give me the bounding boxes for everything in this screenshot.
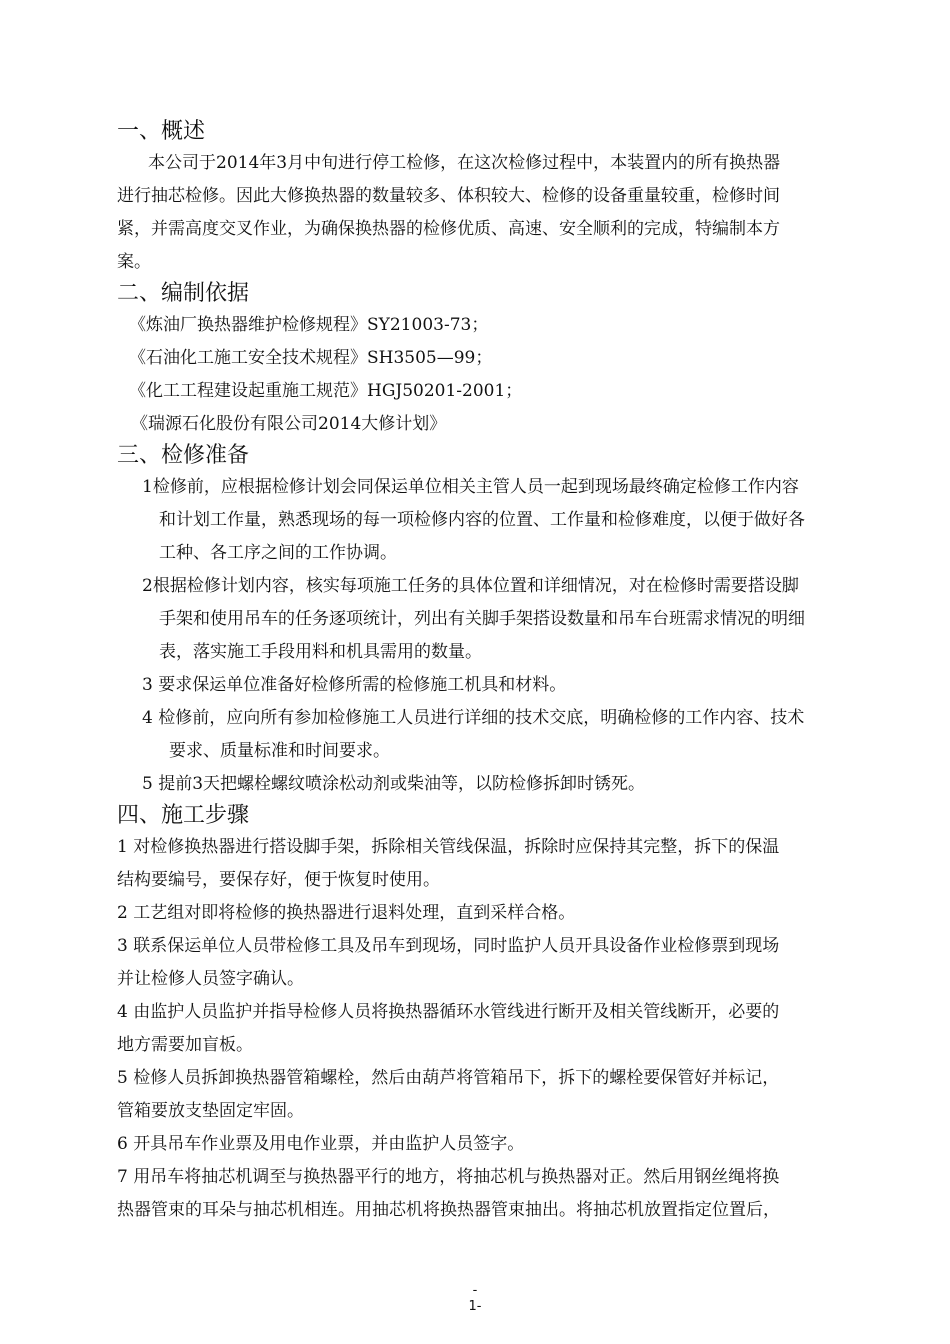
- overview-line: 紧，并需高度交叉作业，为确保换热器的检修优质、高速、安全顺利的完成，特编制本方: [117, 219, 780, 239]
- reference-item: 《化工工程建设起重施工规范》HGJ50201-2001；: [129, 381, 523, 401]
- preparation-item: [117, 669, 877, 702]
- step-line: 7 用吊车将抽芯机调至与换热器平行的地方，将抽芯机与换热器对正。然后用钢丝绳将换: [117, 1167, 780, 1187]
- preparation-item: [117, 471, 877, 570]
- section-heading-steps: 四、施工步骤: [117, 803, 250, 828]
- reference-item: 《石油化工施工安全技术规程》SH3505—99；: [129, 348, 493, 368]
- page-content: [117, 117, 877, 1227]
- overview-line: 案。: [117, 252, 151, 272]
- page-number: 1-: [468, 1299, 482, 1314]
- section-heading-basis: 二、编制依据: [117, 281, 250, 306]
- section-heading-preparation: 三、检修准备: [117, 443, 250, 468]
- step-line: 1 对检修换热器进行搭设脚手架，拆除相关管线保温，拆除时应保持其完整，拆下的保温: [117, 837, 780, 857]
- preparation-item: [117, 768, 877, 801]
- preparation-item: [117, 570, 877, 669]
- preparation-line: 2根据检修计划内容，核实每项施工任务的具体位置和详细情况，对在检修时需要搭设脚: [142, 576, 799, 596]
- step-line: 并让检修人员签字确认。: [117, 969, 304, 989]
- preparation-line: 手架和使用吊车的任务逐项统计，列出有关脚手架搭设数量和吊车台班需求情况的明细: [159, 609, 805, 629]
- step-line: 4 由监护人员监护并指导检修人员将换热器循环水管线进行断开及相关管线断开，必要的: [117, 1002, 780, 1022]
- step-line: 2 工艺组对即将检修的换热器进行退料处理，直到采样合格。: [117, 903, 576, 923]
- section-heading-overview: 一、概述: [117, 119, 206, 144]
- preparation-item: [117, 702, 877, 768]
- preparation-line: 表，落实施工手段用料和机具需用的数量。: [159, 642, 482, 662]
- reference-item: 《炼油厂换热器维护检修规程》SY21003-73；: [129, 315, 489, 335]
- step-line: 热器管束的耳朵与抽芯机相连。用抽芯机将换热器管束抽出。将抽芯机放置指定位置后，: [117, 1200, 780, 1220]
- overview-paragraph: [117, 147, 877, 279]
- step-line: 管箱要放支垫固定牢固。: [117, 1101, 304, 1121]
- step-line: 5 检修人员拆卸换热器管箱螺栓，然后由葫芦将管箱吊下，拆下的螺栓要保管好并标记，: [117, 1068, 780, 1088]
- preparation-line: 1检修前，应根据检修计划会同保运单位相关主管人员一起到现场最终确定检修工作内容: [142, 477, 799, 497]
- preparation-line: 5 提前3天把螺栓螺纹喷涂松动剂或柴油等，以防检修拆卸时锈死。: [142, 774, 646, 794]
- preparation-line: 和计划工作量，熟悉现场的每一项检修内容的位置、工作量和检修难度，以便于做好各: [159, 510, 805, 530]
- step-line: 3 联系保运单位人员带检修工具及吊车到现场，同时监护人员开具设备作业检修票到现场: [117, 936, 780, 956]
- reference-item: 《瑞源石化股份有限公司2014大修计划》: [131, 414, 447, 434]
- step-line: 地方需要加盲板。: [117, 1035, 253, 1055]
- step-line: 结构要编号，要保存好，便于恢复时使用。: [117, 870, 440, 890]
- overview-line: 本公司于2014年3月中旬进行停工检修，在这次检修过程中，本装置内的所有换热器: [148, 153, 781, 173]
- footer-dash: -: [472, 1283, 478, 1298]
- preparation-line: 要求、质量标准和时间要求。: [169, 741, 390, 761]
- steps-list: [117, 831, 877, 1227]
- overview-line: 进行抽芯检修。因此大修换热器的数量较多、体积较大、检修的设备重量较重，检修时间: [117, 186, 780, 206]
- step-line: 6 开具吊车作业票及用电作业票，并由监护人员签字。: [117, 1134, 525, 1154]
- preparation-line: 工种、各工序之间的工作协调。: [159, 543, 397, 563]
- preparation-line: 4 检修前，应向所有参加检修施工人员进行详细的技术交底，明确检修的工作内容、技术: [142, 708, 805, 728]
- preparation-line: 3 要求保运单位准备好检修所需的检修施工机具和材料。: [142, 675, 567, 695]
